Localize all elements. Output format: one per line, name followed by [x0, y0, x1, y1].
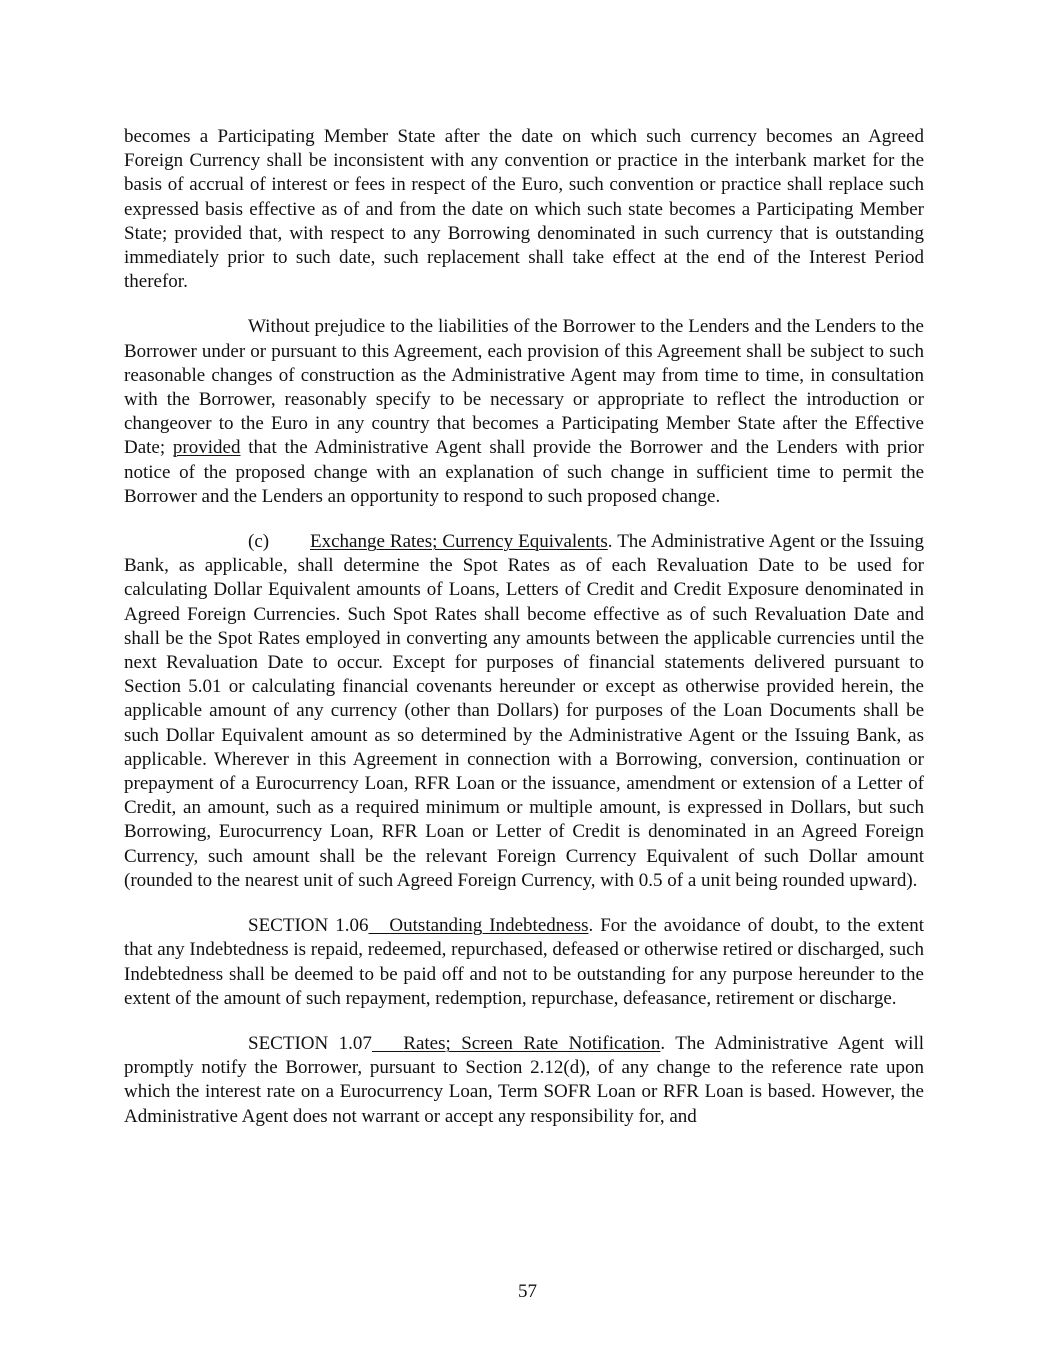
section-gap: [372, 1033, 403, 1054]
section-heading: Outstanding Indebtedness: [389, 915, 589, 937]
page-number: 57: [518, 1281, 537, 1302]
paragraph-euro-convention: becomes a Participating Member State after the date on which such currency becomes an Agreed Foreign Currency shall be inconsistent with any convention or practice in the interbank market for the basis of accrual of interest or fees in respect of the Euro, such convention or practice shall replace such expressed basis effective as of and from the date on which such state becomes a Participating Member State; provided that, with respect to any Borrowing denominated in such currency that is outstanding immediately prior to such date, such replacement shall take effect at the end of the Interest Period therefor.: [124, 126, 924, 293]
paragraph-text: Without prejudice to the liabilities of the Borrower to the Lenders and the Lenders to the Borrower under or pursuant to this Agreement, each provision of this Agreement shall be subject to such reasonable changes of construction as the Administrative Agent may from time to time, in consultation with the Borrower, reasonably specify to be necessary or appropriate to reflect the introduction or changeover to the Euro in any country that becomes a Participating Member State after the Effective Date;: [124, 316, 924, 459]
paragraph-text: . The Administrative Agent will promptly notify the Borrower, pursuant to Section 2.12(d), of any change to the reference rate upon which the interest rate on a Eurocurrency Loan, Term SOFR Loan or RFR Loan is based. However, the Administrative Agent does not warrant or accept any responsibility for, and: [124, 1032, 925, 1127]
clause-heading: Exchange Rates; Currency Equivalents: [310, 531, 608, 553]
paragraph-text: that the Administrative Agent shall provide the Borrower and the Lenders with prior notice of the proposed change with an explanation of such change in sufficient time to permit the Borrower and the Lenders an opportunity to respond to such proposed change.: [124, 437, 924, 507]
section-gap: [368, 915, 389, 936]
section-1-06: [124, 914, 924, 1011]
document-page: [124, 125, 924, 1150]
section-number: SECTION 1.06: [248, 915, 369, 937]
paragraph-text: . The Administrative Agent or the Issuing Bank, as applicable, shall determine the Spot Rates as of each Revaluation Date to be used for calculating Dollar Equivalent amounts of Loans, Letters of Credit and Credit Exposure denominated in Agreed Foreign Currencies. Such Spot Rates shall become effective as of such Revaluation Date and shall be the Spot Rates employed in converting any amounts between the applicable currencies until the next Revaluation Date to occur. Except for purposes of financial statements delivered pursuant to Section 5.01 or calculating financial covenants hereunder or except as otherwise provided herein, the applicable amount of any currency (other than Dollars) for purposes of the Loan Documents shall be such Dollar Equivalent amount as so determined by the Administrative Agent or the Issuing Bank, as applicable. Wherever in this Agreement in connection with a Borrowing, conversion, continuation or prepayment of a Eurocurrency Loan, RFR Loan or the issuance, amendment or extension of a Letter of Credit, an amount, such as a required minimum or multiple amount, is expressed in Dollars, but such Borrowing, Eurocurrency Loan, RFR Loan or Letter of Credit is denominated in an Agreed Foreign Currency, such amount shall be the relevant Foreign Currency Equivalent of such Dollar amount (rounded to the nearest unit of such Agreed Foreign Currency, with 0.5 of a unit being rounded upward).: [124, 531, 924, 891]
paragraph-exchange-rates: [124, 530, 924, 893]
section-number: SECTION 1.07: [248, 1032, 372, 1054]
section-heading: Rates; Screen Rate Notification: [403, 1032, 661, 1054]
provided-term: provided: [172, 437, 241, 459]
paragraph-euro-changeover: [124, 315, 924, 509]
section-1-07: [124, 1032, 924, 1129]
clause-label: (c): [248, 531, 270, 553]
paragraph-text: . For the avoidance of doubt, to the extent that any Indebtedness is repaid, redeemed, repurchased, defeased or otherwise retired or discharged, such Indebtedness shall be deemed to be paid off and not to be outstanding for any purpose hereunder to the extent of the amount of such repayment, redemption, repurchase, defeasance, retirement or discharge.: [124, 915, 924, 1009]
